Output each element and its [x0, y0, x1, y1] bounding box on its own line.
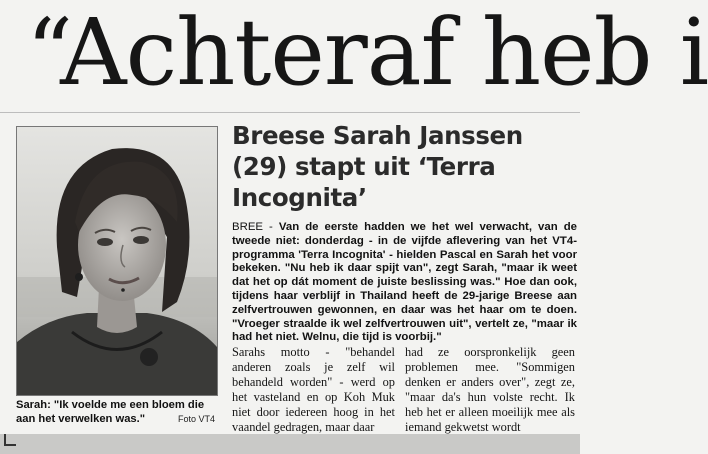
photo-caption: Sarah: "Ik voelde me een bloem die aan het verwelken was.": [16, 399, 205, 425]
headline: “Achteraf heb i: [26, 0, 708, 106]
portrait-image: [17, 127, 217, 395]
dateline: BREE -: [232, 221, 279, 233]
divider: [0, 112, 580, 113]
lead-paragraph: [232, 221, 577, 345]
article-column-2: had ze oorspronkelijk geen problemen mee. "Sommigen denken er anders over", zegt ze, "maar da's hun volste recht. Ik heb het er alleen moeilijk mee als iemand gekwetst wordt: [405, 345, 575, 434]
bottom-strip: [0, 434, 580, 454]
crop-mark: [4, 434, 16, 446]
portrait-photo: [16, 126, 218, 396]
subheadline: Breese Sarah Janssen (29) stapt uit ‘Terra Incognita’: [232, 121, 523, 212]
lead-text: Van de eerste hadden we het wel verwacht, van de tweede niet: donderdag - in de vijfde aflevering van het VT4-programma 'Terra Incognita' - hielden Pascal en Sarah het voor bekeken. "Nu heb ik daar spijt van", zegt Sarah, "maar ik weet dat het op dát moment de juiste beslissing was." Hoe dan ook, tijdens haar verblijf in Thailand heeft de 29-jarige Breese aan zelfvertrouwen gewonnen, en daar was het haar om te doen. "Vroeger straalde ik wel zelfvertrouwen uit", vertelt ze, "maar ik had het niet. Welnu, die tijd is voorbij.": [232, 221, 577, 344]
photo-credit: Foto VT4: [178, 414, 216, 424]
article-column-1: Sarahs motto - "behandel anderen zoals je zelf wil behandeld worden" - werd op het vasteland en op Koh Muk niet door iedereen hoog in het vaandel gedragen, maar daar: [232, 345, 395, 434]
